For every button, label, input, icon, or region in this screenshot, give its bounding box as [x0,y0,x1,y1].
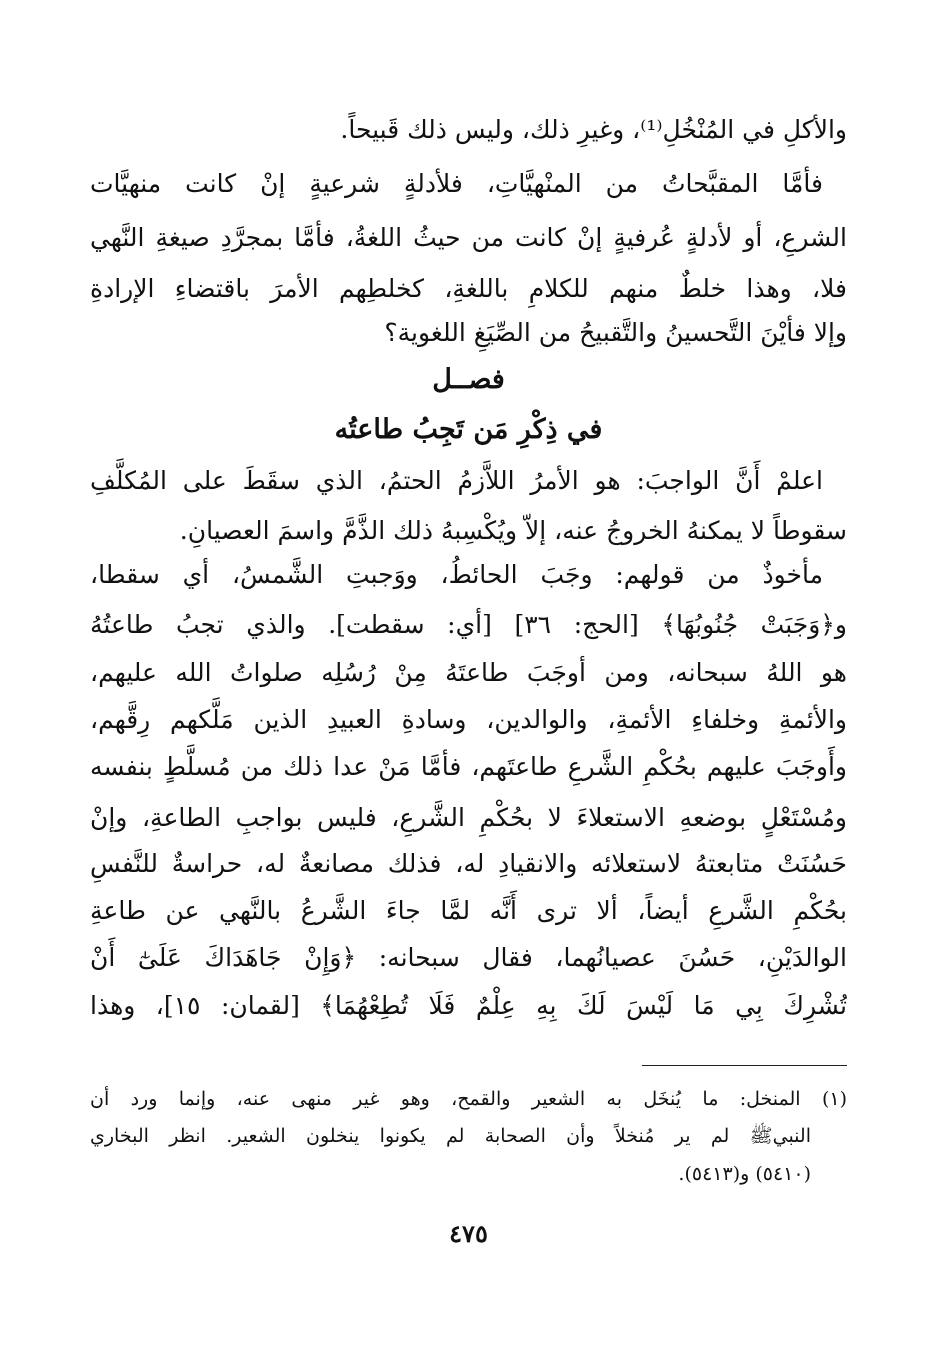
text-line: فلا، وهذا خلطٌ منهم للكلامِ باللغةِ، كخلطِهم الأمرَ باقتضاءِ الإرادةِ [90,274,847,303]
section-title: في ذِكْرِ مَن تَجِبُ طاعتُه [334,414,603,445]
text-line: و﴿وَجَبَتْ جُنُوبُهَا﴾ [الحج: ٣٦] [أي: سقطت]. والذي تجبُ طاعتُهُ [90,610,847,639]
text-line: فأمَّا المقبَّحاتُ من المنْهيَّاتِ، فلأدلةٍ شرعيةٍ إنْ كانت منهيَّات [90,169,823,198]
text-line: سقوطاً لا يمكنهُ الخروجُ عنه، إلاّ ويُكْسِبهُ ذلك الذَّمَّ واسمَ العصيانِ. [179,516,847,545]
footnote-line: النبيﷺ لم ير مُنخلاً وأن الصحابة لم يكونوا ينخلون الشعير. انظر البخاري [90,1125,811,1147]
text-line: ومُسْتَعْلٍ بوضعهِ الاستعلاءَ لا بحُكْمِ الشَّرعِ، فليس بواجبِ الطاعةِ، وإنْ [90,803,847,832]
text-line: وإلا فأيْنَ التَّحسينُ والتَّقبيحُ من الصِّيَغِ اللغوية؟ [384,318,847,347]
text-line: هو اللهُ سبحانه، ومن أوجَبَ طاعتَهُ مِنْ رُسُلِه صلواتُ الله عليهم، [90,658,847,687]
text-line: وأَوجَبَ عليهم بحُكْمِ الشَّرعِ طاعتَهم، فأمَّا مَنْ عدا ذلك من مُسلَّطٍ بنفسه [90,752,847,781]
text-line: والأكلِ في المُنْخُلِ⁽¹⁾، وغيرِ ذلك، وليس ذلك قَبيحاً. [340,115,847,144]
text-line: حَسُنَتْ متابعتهُ لاستعلائه والانقيادِ له، فذلك مصانعةٌ له، حراسةٌ للنَّفسِ [90,849,847,878]
text-line: الوالدَيْنِ، حَسُنَ عصيانُهما، فقال سبحانه: ﴿وَإِنْ جَاهَدَاكَ عَلَىٰٓ أَنْ [90,943,847,972]
footnote-line: (١) المنخل: ما يُنخَل به الشعير والقمح، وهو غير منهى عنه، وإنما ورد أن [90,1088,847,1110]
text-line: تُشْرِكَ بِي مَا لَيْسَ لَكَ بِهِ عِلْمٌ فَلَا تُطِعْهُمَا﴾ [لقمان: ١٥]، وهذا [90,991,847,1020]
footnote-separator [642,1065,847,1066]
text-line: مأخوذٌ من قولهم: وجَبَ الحائطُ، ووَجبتِ الشَّمسُ، أي سقطا، [90,560,823,589]
section-heading: فصــل [432,364,505,395]
text-line: الشرعِ، أو لأدلةٍ عُرفيةٍ إنْ كانت من حيثُ اللغةُ، فأمَّا بمجرَّدِ صيغةِ النَّهي [90,223,847,252]
footnote-line: (٥٤١٠) و(٥٤١٣). [678,1163,811,1185]
page-number: ٤٧٥ [449,1219,488,1248]
text-line: بحُكْمِ الشَّرعِ أيضاً، ألا ترى أَنَّه لمَّا جاءَ الشَّرعُ بالنَّهي عن طاعةِ [90,896,847,925]
text-line: والأئمةِ وخلفاءِ الأئمةِ، والوالدين، وسادةِ العبيدِ الذين مَلَّكهم رِقَّهم، [90,705,847,734]
text-line: اعلمْ أَنَّ الواجبَ: هو الأمرُ اللاَّزمُ الحتمُ، الذي سقَطَ على المُكلَّفِ [90,466,823,495]
